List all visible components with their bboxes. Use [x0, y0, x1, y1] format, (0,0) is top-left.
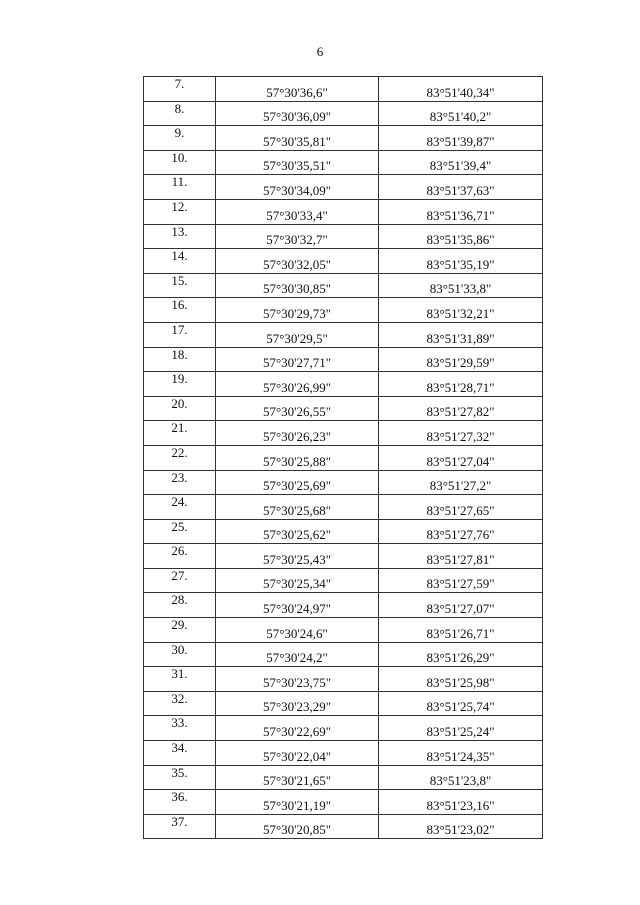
point-number-cell: 24.: [144, 495, 216, 520]
point-number-cell: 28.: [144, 593, 216, 618]
latitude-cell: 57°30'35,81": [216, 126, 379, 151]
latitude-cell: 57°30'23,75": [216, 667, 379, 692]
coordinates-table-body: [144, 77, 543, 839]
page-number: 6: [316, 44, 324, 59]
table-row: [144, 691, 543, 716]
longitude-cell: 83°51'29,59": [379, 347, 543, 372]
table-row: [144, 790, 543, 815]
point-number-cell: 8.: [144, 101, 216, 126]
latitude-cell: 57°30'32,7": [216, 224, 379, 249]
longitude-cell: 83°51'39,87": [379, 126, 543, 151]
longitude-cell: 83°51'24,35": [379, 741, 543, 766]
longitude-cell: 83°51'31,89": [379, 322, 543, 347]
longitude-cell: 83°51'25,98": [379, 667, 543, 692]
point-number-cell: 13.: [144, 224, 216, 249]
point-number-cell: 18.: [144, 347, 216, 372]
latitude-cell: 57°30'25,88": [216, 445, 379, 470]
longitude-cell: 83°51'27,65": [379, 495, 543, 520]
point-number-cell: 17.: [144, 322, 216, 347]
latitude-cell: 57°30'26,99": [216, 372, 379, 397]
point-number-cell: 10.: [144, 150, 216, 175]
longitude-cell: 83°51'28,71": [379, 372, 543, 397]
point-number-cell: 11.: [144, 175, 216, 200]
latitude-cell: 57°30'24,97": [216, 593, 379, 618]
latitude-cell: 57°30'36,6": [216, 77, 379, 102]
table-row: [144, 519, 543, 544]
table-row: [144, 544, 543, 569]
table-row: [144, 618, 543, 643]
longitude-cell: 83°51'40,34": [379, 77, 543, 102]
table-row: [144, 716, 543, 741]
point-number-cell: 33.: [144, 716, 216, 741]
longitude-cell: 83°51'25,74": [379, 691, 543, 716]
table-row: [144, 372, 543, 397]
longitude-cell: 83°51'35,86": [379, 224, 543, 249]
longitude-cell: 83°51'40,2": [379, 101, 543, 126]
coordinates-table: [143, 76, 543, 839]
latitude-cell: 57°30'29,5": [216, 322, 379, 347]
longitude-cell: 83°51'27,07": [379, 593, 543, 618]
latitude-cell: 57°30'23,29": [216, 691, 379, 716]
table-row: [144, 347, 543, 372]
latitude-cell: 57°30'25,62": [216, 519, 379, 544]
longitude-cell: 83°51'27,59": [379, 568, 543, 593]
point-number-cell: 16.: [144, 298, 216, 323]
latitude-cell: 57°30'27,71": [216, 347, 379, 372]
longitude-cell: 83°51'27,04": [379, 445, 543, 470]
table-row: [144, 470, 543, 495]
table-row: [144, 175, 543, 200]
latitude-cell: 57°30'26,23": [216, 421, 379, 446]
latitude-cell: 57°30'30,85": [216, 273, 379, 298]
longitude-cell: 83°51'27,32": [379, 421, 543, 446]
point-number-cell: 22.: [144, 445, 216, 470]
latitude-cell: 57°30'25,43": [216, 544, 379, 569]
longitude-cell: 83°51'25,24": [379, 716, 543, 741]
point-number-cell: 31.: [144, 667, 216, 692]
longitude-cell: 83°51'32,21": [379, 298, 543, 323]
table-row: [144, 741, 543, 766]
point-number-cell: 12.: [144, 199, 216, 224]
table-row: [144, 126, 543, 151]
table-row: [144, 322, 543, 347]
point-number-cell: 32.: [144, 691, 216, 716]
point-number-cell: 19.: [144, 372, 216, 397]
latitude-cell: 57°30'22,04": [216, 741, 379, 766]
latitude-cell: 57°30'33,4": [216, 199, 379, 224]
latitude-cell: 57°30'25,34": [216, 568, 379, 593]
latitude-cell: 57°30'24,2": [216, 642, 379, 667]
longitude-cell: 83°51'36,71": [379, 199, 543, 224]
point-number-cell: 23.: [144, 470, 216, 495]
longitude-cell: 83°51'27,82": [379, 396, 543, 421]
table-row: [144, 642, 543, 667]
longitude-cell: 83°51'37,63": [379, 175, 543, 200]
latitude-cell: 57°30'25,69": [216, 470, 379, 495]
point-number-cell: 25.: [144, 519, 216, 544]
latitude-cell: 57°30'25,68": [216, 495, 379, 520]
longitude-cell: 83°51'33,8": [379, 273, 543, 298]
point-number-cell: 7.: [144, 77, 216, 102]
latitude-cell: 57°30'20,85": [216, 814, 379, 839]
longitude-cell: 83°51'27,76": [379, 519, 543, 544]
longitude-cell: 83°51'27,81": [379, 544, 543, 569]
table-row: [144, 667, 543, 692]
point-number-cell: 26.: [144, 544, 216, 569]
point-number-cell: 34.: [144, 741, 216, 766]
table-row: [144, 273, 543, 298]
point-number-cell: 21.: [144, 421, 216, 446]
latitude-cell: 57°30'21,19": [216, 790, 379, 815]
latitude-cell: 57°30'21,65": [216, 765, 379, 790]
longitude-cell: 83°51'39,4": [379, 150, 543, 175]
table-row: [144, 249, 543, 274]
point-number-cell: 30.: [144, 642, 216, 667]
latitude-cell: 57°30'26,55": [216, 396, 379, 421]
longitude-cell: 83°51'23,16": [379, 790, 543, 815]
table-row: [144, 421, 543, 446]
table-row: [144, 224, 543, 249]
point-number-cell: 27.: [144, 568, 216, 593]
latitude-cell: 57°30'29,73": [216, 298, 379, 323]
table-row: [144, 101, 543, 126]
table-row: [144, 765, 543, 790]
latitude-cell: 57°30'34,09": [216, 175, 379, 200]
longitude-cell: 83°51'23,02": [379, 814, 543, 839]
point-number-cell: 14.: [144, 249, 216, 274]
point-number-cell: 36.: [144, 790, 216, 815]
table-row: [144, 298, 543, 323]
point-number-cell: 9.: [144, 126, 216, 151]
latitude-cell: 57°30'32,05": [216, 249, 379, 274]
latitude-cell: 57°30'35,51": [216, 150, 379, 175]
longitude-cell: 83°51'35,19": [379, 249, 543, 274]
point-number-cell: 37.: [144, 814, 216, 839]
point-number-cell: 29.: [144, 618, 216, 643]
table-row: [144, 445, 543, 470]
table-row: [144, 77, 543, 102]
latitude-cell: 57°30'22,69": [216, 716, 379, 741]
table-row: [144, 814, 543, 839]
latitude-cell: 57°30'36,09": [216, 101, 379, 126]
table-row: [144, 150, 543, 175]
latitude-cell: 57°30'24,6": [216, 618, 379, 643]
table-row: [144, 593, 543, 618]
longitude-cell: 83°51'27,2": [379, 470, 543, 495]
longitude-cell: 83°51'26,71": [379, 618, 543, 643]
point-number-cell: 20.: [144, 396, 216, 421]
table-row: [144, 396, 543, 421]
point-number-cell: 15.: [144, 273, 216, 298]
table-row: [144, 568, 543, 593]
table-row: [144, 199, 543, 224]
point-number-cell: 35.: [144, 765, 216, 790]
longitude-cell: 83°51'23,8": [379, 765, 543, 790]
longitude-cell: 83°51'26,29": [379, 642, 543, 667]
table-row: [144, 495, 543, 520]
